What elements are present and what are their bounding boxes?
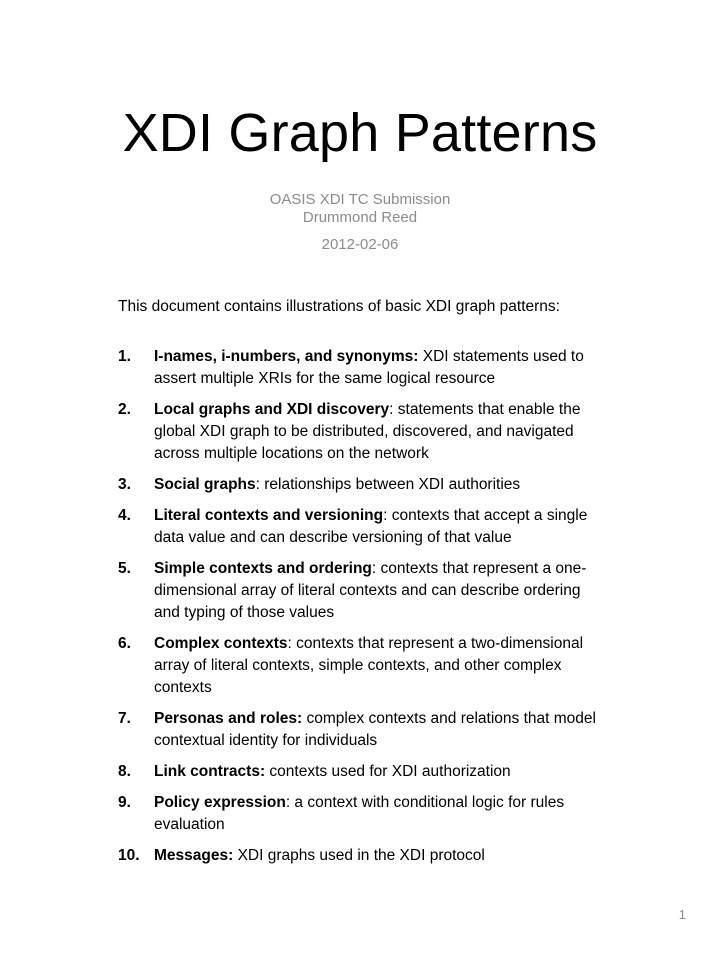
item-heading: Simple contexts and ordering bbox=[154, 560, 372, 577]
item-heading: I-names, i-numbers, and synonyms: bbox=[154, 348, 419, 365]
list-item bbox=[118, 708, 608, 752]
item-heading: Personas and roles: bbox=[154, 710, 303, 727]
list-number: 3. bbox=[118, 476, 131, 493]
page-number: 1 bbox=[678, 907, 686, 922]
page-title: XDI Graph Patterns bbox=[122, 103, 598, 163]
list-number: 5. bbox=[118, 560, 131, 577]
item-description: contexts used for XDI authorization bbox=[265, 763, 511, 780]
list-number: 4. bbox=[118, 507, 131, 524]
item-heading: Messages: bbox=[154, 847, 234, 864]
list-item bbox=[118, 633, 608, 699]
list-number: 6. bbox=[118, 635, 131, 652]
document-date: 2012-02-06 bbox=[321, 236, 399, 253]
list-number: 10. bbox=[118, 847, 140, 864]
item-description: : contexts that represent a one-dimensional array of literal contexts and can describe ordering and typing of those values bbox=[154, 560, 587, 621]
item-description: XDI statements used to assert multiple XRIs for the same logical resource bbox=[154, 348, 584, 387]
list-item bbox=[118, 346, 608, 390]
list-number: 2. bbox=[118, 401, 131, 418]
item-description: : a context with conditional logic for rules evaluation bbox=[154, 794, 565, 833]
list-number: 8. bbox=[118, 763, 131, 780]
intro-paragraph: This document contains illustrations of basic XDI graph patterns: bbox=[118, 298, 560, 315]
item-description: : relationships between XDI authorities bbox=[255, 476, 521, 493]
item-description: : contexts that represent a two-dimensional array of literal contexts, simple contexts, and other complex contexts bbox=[154, 635, 584, 696]
list-item bbox=[118, 761, 608, 783]
item-heading: Literal contexts and versioning bbox=[154, 507, 384, 524]
list-item bbox=[118, 474, 608, 496]
author-name: Drummond Reed bbox=[302, 209, 418, 226]
pattern-list bbox=[118, 346, 608, 876]
item-description: XDI graphs used in the XDI protocol bbox=[233, 847, 485, 864]
item-description: complex contexts and relations that model contextual identity for individuals bbox=[154, 710, 596, 749]
list-item bbox=[118, 792, 608, 836]
item-heading: Policy expression bbox=[154, 794, 286, 811]
submission-label: OASIS XDI TC Submission bbox=[269, 191, 451, 208]
item-heading: Local graphs and XDI discovery bbox=[154, 401, 390, 418]
list-item bbox=[118, 845, 608, 867]
list-item bbox=[118, 399, 608, 465]
item-description: : statements that enable the global XDI graph to be distributed, discovered, and navigated across multiple locations on the network bbox=[154, 401, 581, 462]
item-heading: Link contracts: bbox=[154, 763, 266, 780]
list-item bbox=[118, 558, 608, 624]
item-heading: Complex contexts bbox=[154, 635, 288, 652]
list-item bbox=[118, 505, 608, 549]
item-description: : contexts that accept a single data value and can describe versioning of that value bbox=[154, 507, 588, 546]
list-number: 7. bbox=[118, 710, 131, 727]
list-number: 9. bbox=[118, 794, 131, 811]
item-heading: Social graphs bbox=[154, 476, 256, 493]
list-number: 1. bbox=[118, 348, 131, 365]
